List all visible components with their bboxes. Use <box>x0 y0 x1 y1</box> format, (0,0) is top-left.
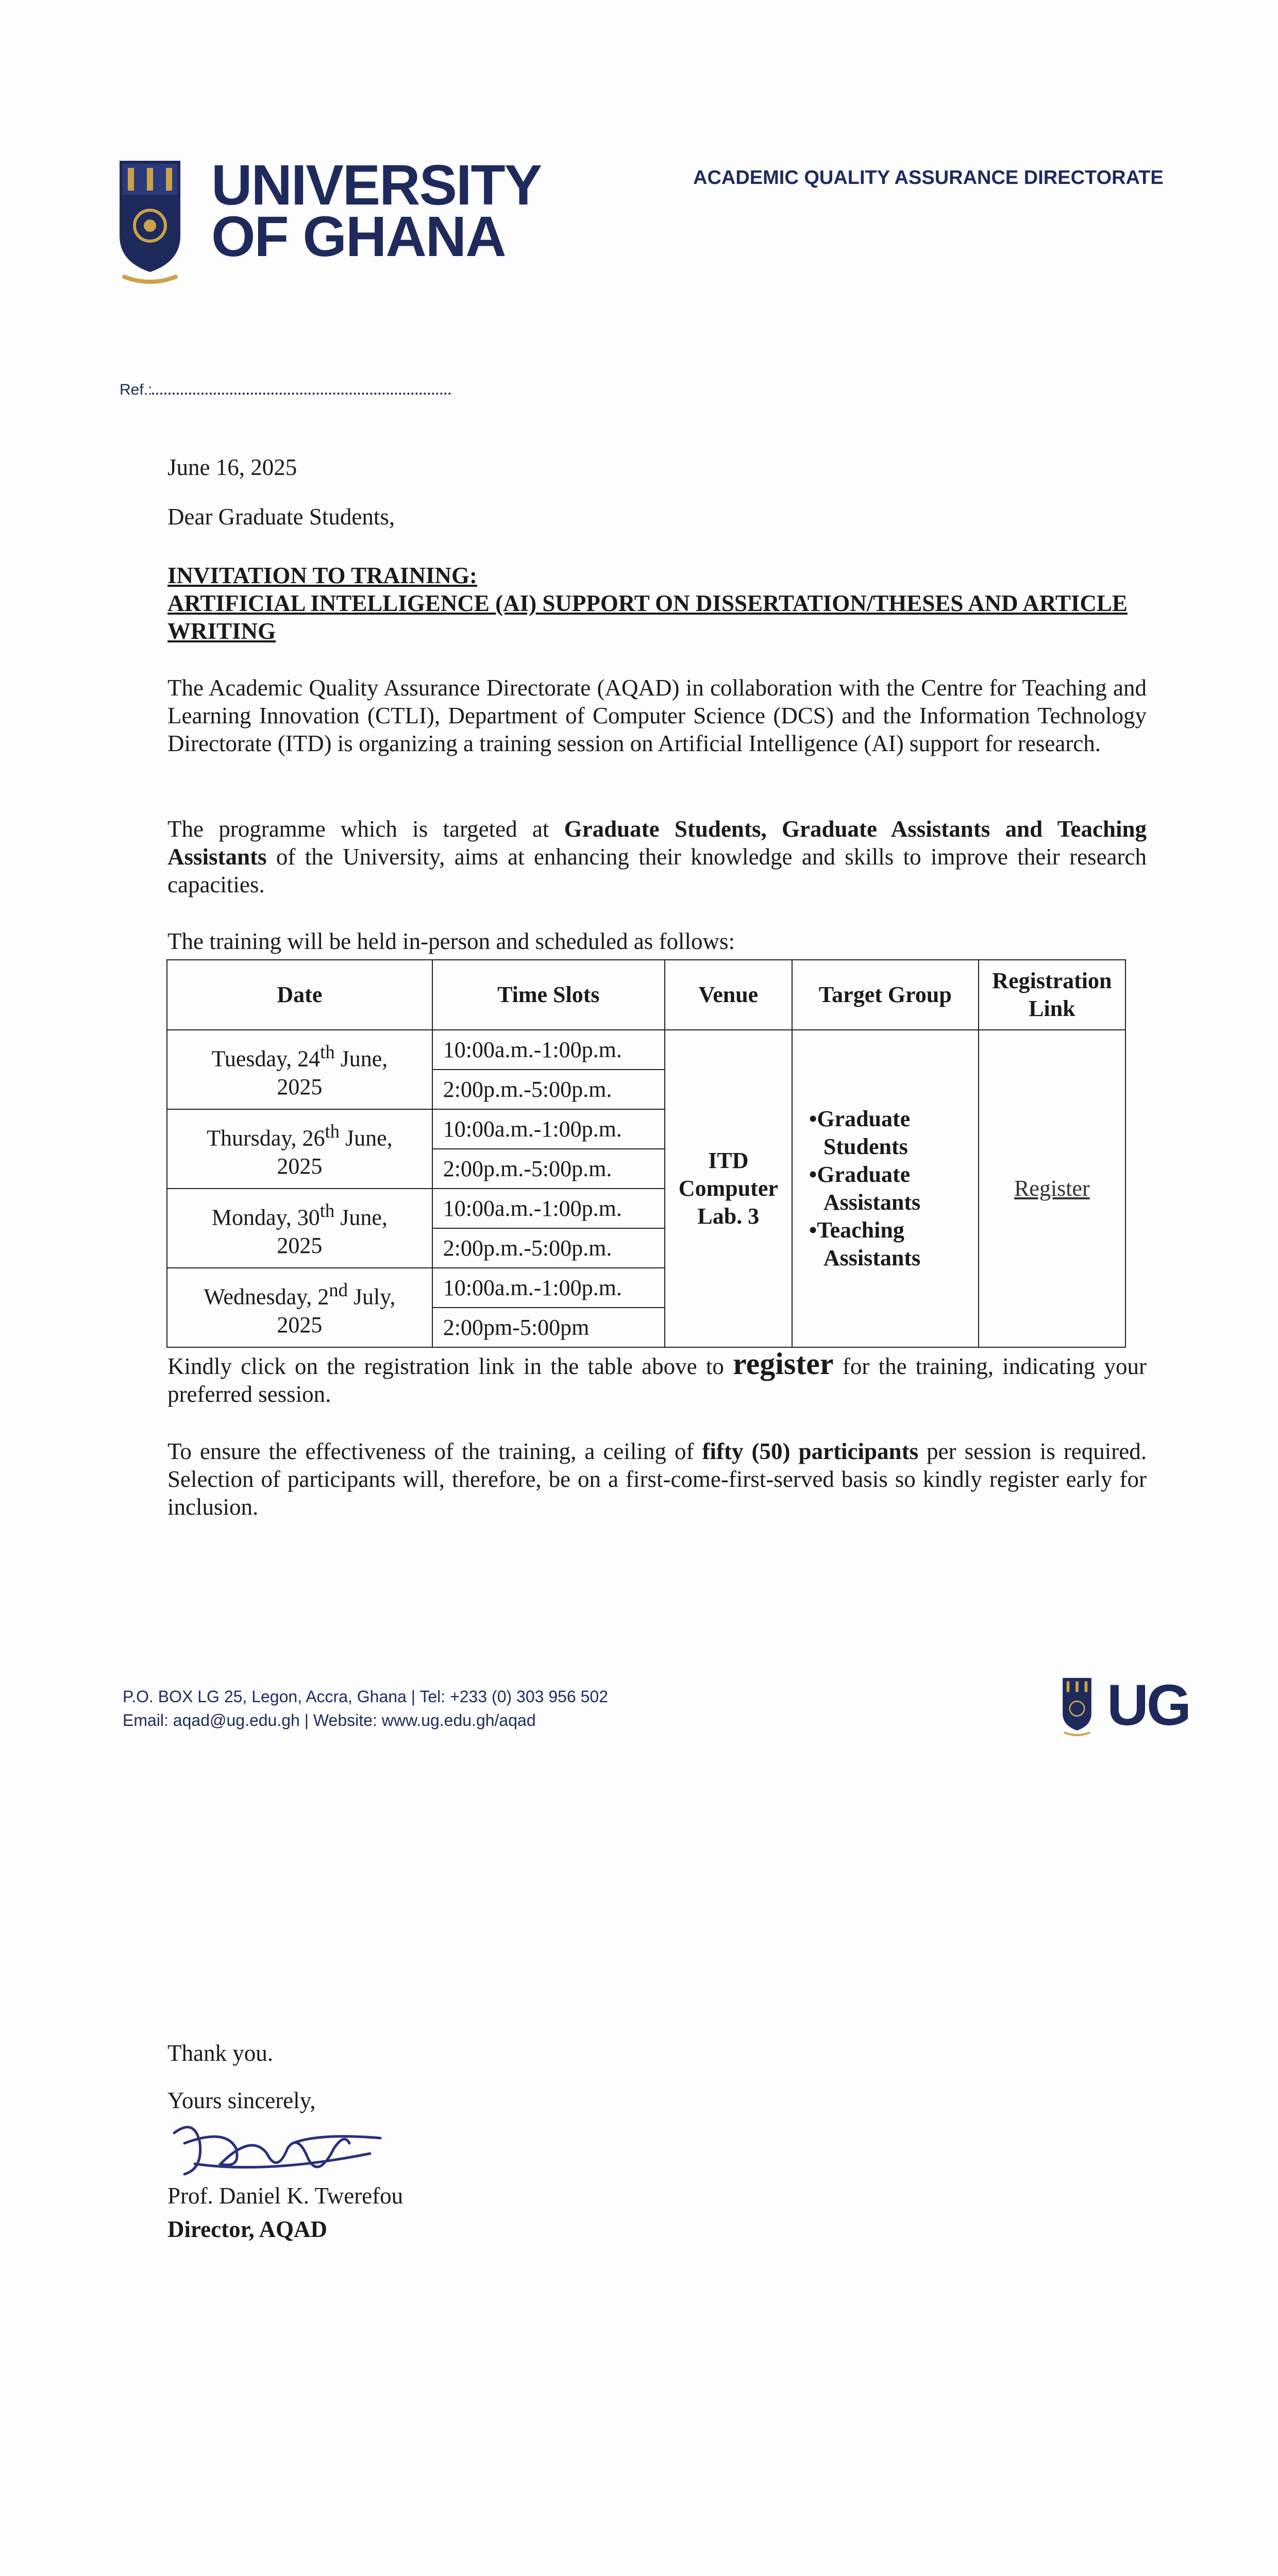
p5-participant-limit: fifty (50) participants <box>702 1438 919 1464</box>
letter-heading <box>167 562 1147 645</box>
date-cell <box>167 1189 432 1268</box>
p4-register-word: register <box>733 1347 834 1381</box>
date-suffix: th <box>325 1121 340 1142</box>
letter-footer <box>123 1685 608 1732</box>
university-name-line2: OF GHANA <box>211 205 506 268</box>
p2-text-after: of the University, aims at enhancing their knowledge and skills to improve their research capacities. <box>167 844 1147 897</box>
venue-line: Lab. 3 <box>697 1204 760 1229</box>
signer-name: Prof. Daniel K. Twerefou <box>167 2183 403 2209</box>
university-name-line1: UNIVERSITY <box>211 154 542 217</box>
date-month: June, <box>339 1125 393 1151</box>
time-slot: 10:00a.m.-1:00p.m. <box>432 1109 665 1149</box>
salutation: Dear Graduate Students, <box>167 504 395 530</box>
p4-text-after: for the training, indicating your preferred session. <box>167 1353 1147 1407</box>
date-cell <box>167 1030 432 1109</box>
directorate-title: ACADEMIC QUALITY ASSURANCE DIRECTORATE <box>693 167 1164 189</box>
time-slot: 10:00a.m.-1:00p.m. <box>432 1189 665 1228</box>
date-year: 2025 <box>277 1074 323 1099</box>
time-slot: 10:00a.m.-1:00p.m. <box>432 1030 665 1070</box>
schedule-table <box>166 959 1126 1348</box>
venue-cell <box>665 1030 792 1347</box>
reference-dots <box>152 380 451 395</box>
university-crest-icon <box>117 159 182 287</box>
date-month: June, <box>334 1046 388 1072</box>
time-slot: 2:00pm-5:00pm <box>432 1308 665 1347</box>
reference-label: Ref.: <box>120 381 153 398</box>
paragraph-intro: The Academic Quality Assurance Directorate (AQAD) in collaboration with the Centre for Teaching and Learning Innovation (CTLI), Department of Computer Science (DCS) and the Information Technology Directorate (ITD) is organizing a training session on Artificial Intelligence (AI) support for research. <box>167 675 1147 756</box>
p4-text-before: Kindly click on the registration link in the table above to <box>167 1353 733 1379</box>
paragraph-participant-ceiling <box>167 1437 1147 1521</box>
time-slot: 2:00p.m.-5:00p.m. <box>432 1228 665 1268</box>
venue-line: Computer <box>678 1176 778 1201</box>
date-cell <box>167 1268 432 1347</box>
target-group-item: •Graduate Students <box>809 1106 911 1159</box>
footer-ug-logo-text: UG <box>1107 1673 1189 1737</box>
target-group-item: •Graduate Assistants <box>809 1162 921 1215</box>
footer-address: P.O. BOX LG 25, Legon, Accra, Ghana | Tel: +233 (0) 303 956 502 <box>123 1687 608 1706</box>
date-day: Tuesday, 24 <box>211 1046 321 1072</box>
date-month: July, <box>347 1284 396 1310</box>
paragraph-register-instructions <box>167 1347 1147 1408</box>
date-year: 2025 <box>277 1153 323 1179</box>
signer-title: Director, AQAD <box>167 2216 327 2242</box>
closing-thanks: Thank you. <box>167 2040 273 2066</box>
p2-target-groups: Graduate Students, Graduate Assistants and Teaching Assistants <box>167 816 1147 870</box>
date-month: June, <box>334 1205 388 1230</box>
p5-text-after: per session is required. Selection of participants will, therefore, be on a first-come-first-served basis so kindly register early for inclusion. <box>167 1438 1147 1520</box>
date-day: Monday, 30 <box>211 1205 320 1230</box>
table-row <box>167 1030 1125 1070</box>
heading-line-1: INVITATION TO TRAINING: <box>167 563 477 588</box>
venue-line: ITD <box>708 1148 749 1173</box>
target-group-label: Graduate Assistants <box>817 1162 921 1215</box>
date-suffix: th <box>320 1041 335 1063</box>
time-slot: 10:00a.m.-1:00p.m. <box>432 1268 665 1308</box>
header-target-group: Target Group <box>792 960 979 1030</box>
target-group-label: Teaching Assistants <box>817 1217 921 1270</box>
target-group-label: Graduate Students <box>817 1106 911 1159</box>
registration-cell <box>979 1030 1125 1347</box>
header-date: Date <box>167 960 432 1030</box>
target-group-cell <box>792 1030 979 1347</box>
p5-text-before: To ensure the effectiveness of the training, a ceiling of <box>167 1438 702 1464</box>
letter-date: June 16, 2025 <box>167 454 297 480</box>
date-day: Wednesday, 2 <box>204 1284 329 1310</box>
p2-text-before: The programme which is targeted at <box>167 816 564 842</box>
paragraph-target <box>167 815 1147 899</box>
university-name <box>211 154 542 268</box>
paragraph-schedule-intro: The training will be held in-person and scheduled as follows: <box>167 928 735 954</box>
date-cell <box>167 1109 432 1189</box>
target-group-item: •Teaching Assistants <box>809 1217 921 1270</box>
footer-contact: Email: aqad@ug.edu.gh | Website: www.ug.edu.gh/aqad <box>123 1711 536 1730</box>
date-year: 2025 <box>277 1312 323 1337</box>
time-slot: 2:00p.m.-5:00p.m. <box>432 1149 665 1189</box>
date-suffix: th <box>320 1200 335 1222</box>
header-venue: Venue <box>665 960 792 1030</box>
date-suffix: nd <box>329 1279 348 1301</box>
register-link[interactable]: Register <box>1014 1176 1090 1201</box>
date-year: 2025 <box>277 1232 323 1258</box>
date-day: Thursday, 26 <box>207 1125 325 1151</box>
time-slot: 2:00p.m.-5:00p.m. <box>432 1070 665 1109</box>
footer-crest-icon <box>1054 1677 1100 1738</box>
table-header-row <box>167 960 1125 1030</box>
heading-line-2: ARTIFICIAL INTELLIGENCE (AI) SUPPORT ON DISSERTATION/THESES AND ARTICLE WRITING <box>167 590 1128 644</box>
header-registration-link: Registration Link <box>979 960 1125 1030</box>
closing-yours: Yours sincerely, <box>167 2088 316 2113</box>
header-time-slots: Time Slots <box>432 960 665 1030</box>
reference-line <box>120 380 451 399</box>
